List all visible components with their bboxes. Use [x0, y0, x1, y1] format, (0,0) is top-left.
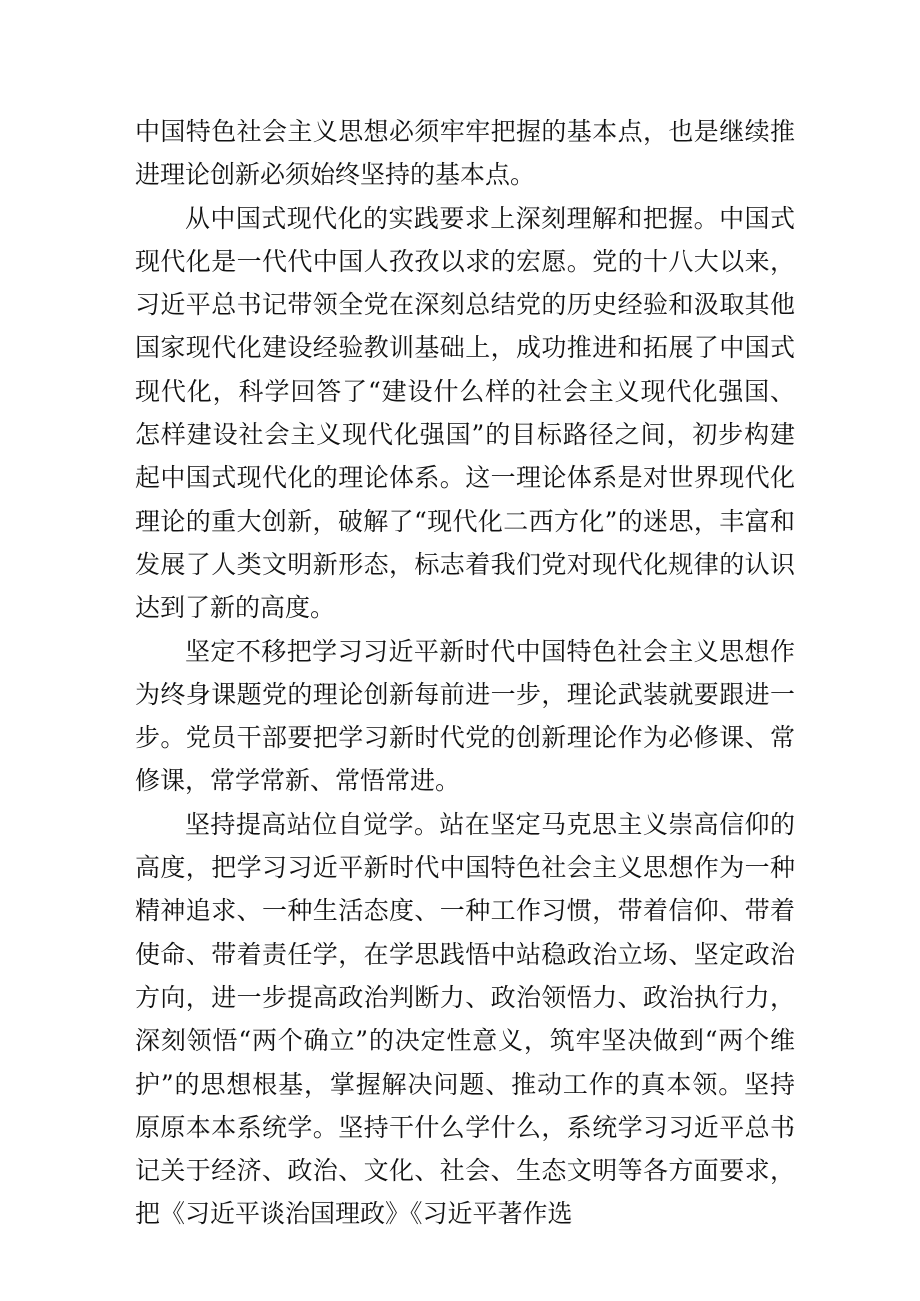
paragraph-continuation: 中国特色社会主义思想必须牢牢把握的基本点，也是继续推进理论创新必须始终坚持的基本点。 — [135, 117, 795, 190]
paragraph-study-methods: 坚持提高站位自觉学。站在坚定马克思主义崇高信仰的高度，把学习习近平新时代中国特色社会主义思想作为一种精神追求、一种生活态度、一种工作习惯，带着信仰、带着使命、带着责任学，在学思践悟中站稳政治立场、坚定政治方向，进一步提高政治判断力、政治领悟力、政治执行力，深刻领悟“两个确立”的决定性意义，筑牢坚决做到“两个维护”的思想根基，掌握解决问题、推动工作的真本领。坚持原原本本系统学。坚持干什么学什么，系统学习习近平总书记关于经济、政治、文化、社会、生态文明等各方面要求，把《习近平谈治国理政》《习近平著作选 — [135, 809, 795, 1229]
paragraph-lifelong-study: 坚定不移把学习习近平新时代中国特色社会主义思想作为终身课题党的理论创新每前进一步，理论武装就要跟进一步。党员干部要把学习新时代党的创新理论作为必修课、常修课，常学常新、常悟常进。 — [135, 636, 795, 796]
document-body — [135, 110, 795, 1236]
paragraph-chinese-modernization: 从中国式现代化的实践要求上深刻理解和把握。中国式现代化是一代代中国人孜孜以求的宏愿。党的十八大以来，习近平总书记带领全党在深刻总结党的历史经验和汲取其他国家现代化建设经验教训基础上，成功推进和拓展了中国式现代化，科学回答了“建设什么样的社会主义现代化强国、怎样建设社会主义现代化强国”的目标路径之间，初步构建起中国式现代化的理论体系。这一理论体系是对世界现代化理论的重大创新，破解了“现代化二西方化”的迷思，丰富和发展了人类文明新形态，标志着我们党对现代化规律的认识达到了新的高度。 — [135, 203, 795, 623]
